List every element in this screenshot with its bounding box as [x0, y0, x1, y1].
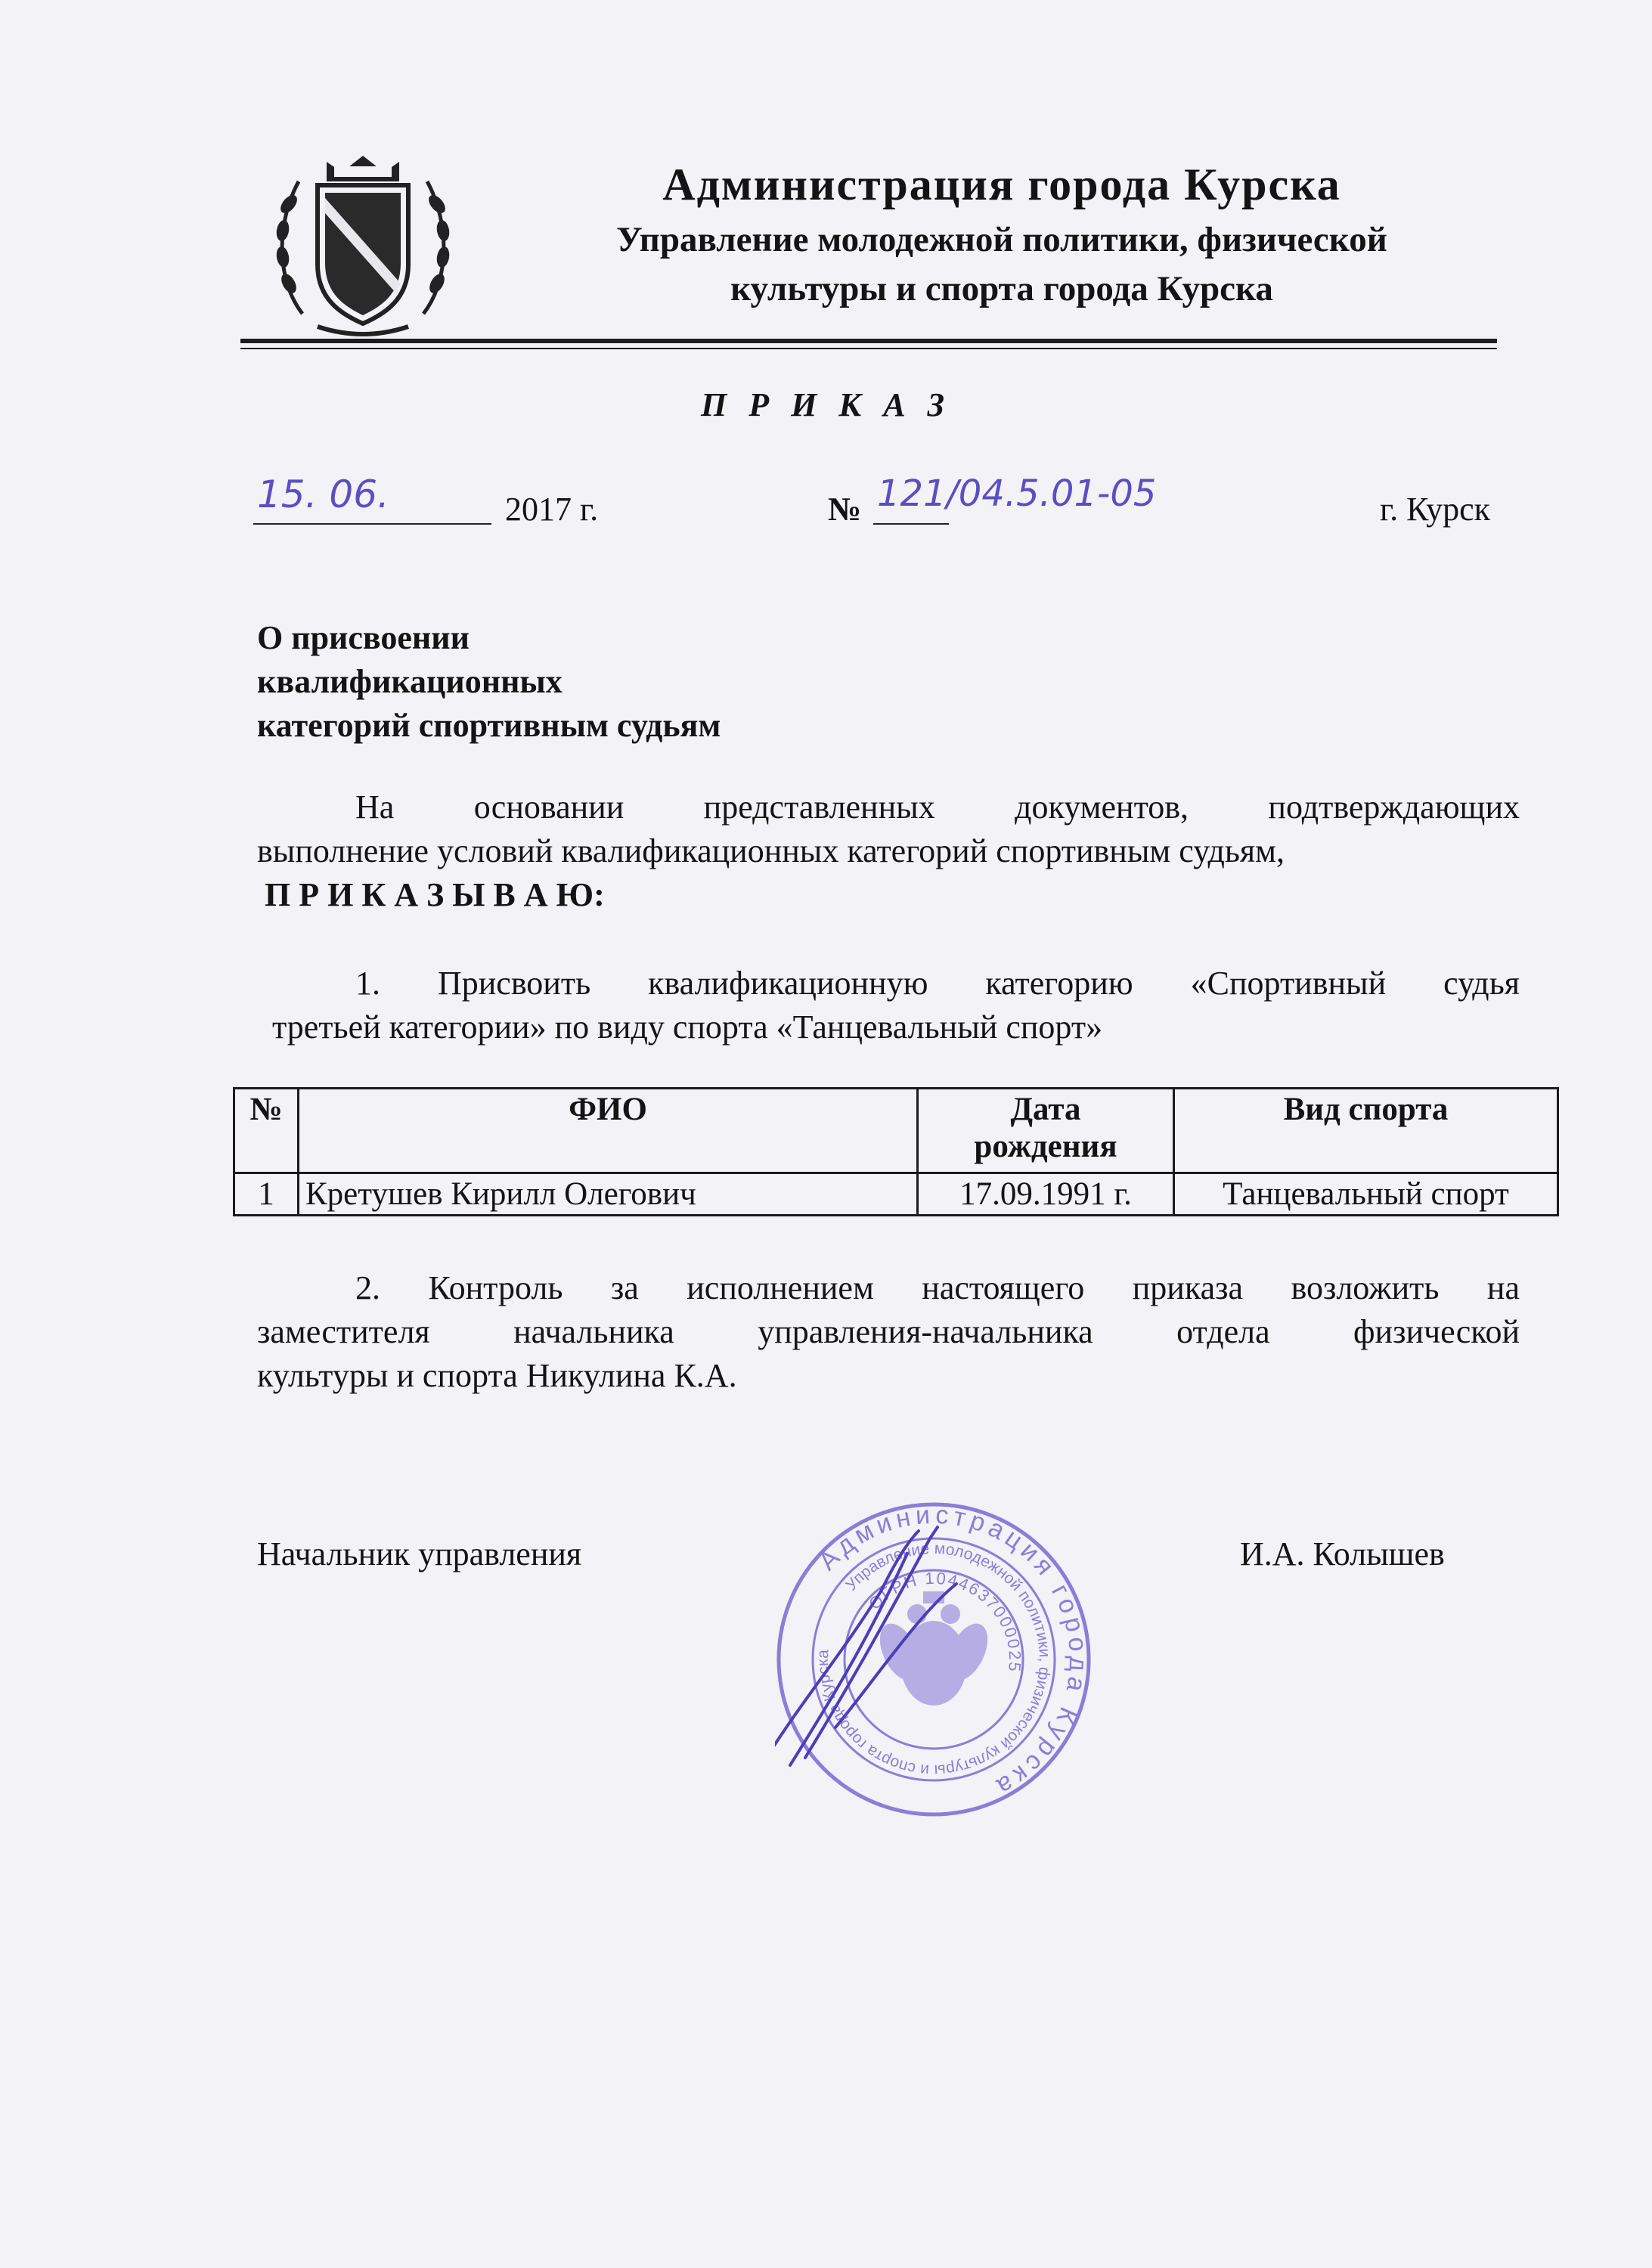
seal-inner-text: ОГРН 1044637000025	[864, 1568, 1025, 1674]
date-underline	[253, 523, 491, 525]
signatory-name: И.А. Колышев	[1240, 1535, 1445, 1572]
item-1-line-2: третьей категории» по виду спорта «Танцевальный спорт»	[272, 1009, 1103, 1046]
official-seal	[775, 1501, 1093, 1818]
department-line-2: культуры и спорта города Курска	[730, 269, 1273, 308]
table-row	[234, 1173, 1558, 1216]
header-rule-thin	[240, 348, 1497, 349]
header-birth-line-1: Дата	[1010, 1092, 1081, 1127]
subject-line-3: категорий спортивным судьям	[257, 707, 721, 744]
document-city: г. Курск	[1380, 491, 1491, 528]
cell-birth: 17.09.1991 г.	[918, 1173, 1174, 1216]
signatory-position: Начальник управления	[257, 1535, 582, 1572]
emblem-motto: КУРСК	[346, 165, 380, 176]
header-fio: ФИО	[299, 1089, 918, 1173]
item-2-line-1: 2. Контроль за исполнением настоящего приказа возложить на	[355, 1269, 1520, 1306]
number-sign: №	[828, 491, 862, 528]
handwritten-number: 121/04.5.01-05	[877, 472, 1157, 515]
table-header-row	[234, 1089, 1558, 1173]
number-underline	[873, 523, 949, 525]
subject-line-1: О присвоении	[257, 619, 470, 656]
item-2-line-3: культуры и спорта Никулина К.А.	[257, 1357, 737, 1394]
order-word: П Р И К А З Ы В А Ю:	[265, 876, 605, 913]
basis-paragraph-line-2: выполнение условий квалификационных категорий спортивным судьям,	[257, 832, 1285, 869]
judges-table	[233, 1087, 1559, 1216]
cell-fio: Кретушев Кирилл Олегович	[299, 1173, 918, 1216]
department-line-1: Управление молодежной политики, физической	[616, 220, 1387, 259]
document-year: 2017 г.	[505, 491, 599, 528]
subject-line-2: квалификационных	[257, 663, 563, 700]
header-birth-line-2: рождения	[974, 1129, 1117, 1164]
header-sport: Вид спорта	[1174, 1089, 1558, 1173]
document-title: П Р И К А З	[701, 386, 951, 423]
cell-num: 1	[234, 1173, 299, 1216]
basis-paragraph-line-1: На основании представленных документов, подтверждающих	[355, 789, 1520, 826]
header-birth	[918, 1089, 1174, 1173]
seal-middle-text: Управление молодежной политики, физической культуры и спорта города Курска	[814, 1539, 1054, 1780]
header-rule-thick	[240, 339, 1497, 343]
cell-sport: Танцевальный спорт	[1174, 1173, 1558, 1216]
item-1-line-1: 1. Присвоить квалификационную категорию «Спортивный судья	[355, 965, 1520, 1002]
seal-outer-text: Администрация города Курска	[813, 1501, 1093, 1804]
org-name: Администрация города Курска	[662, 160, 1341, 209]
header-num: №	[234, 1089, 299, 1173]
handwritten-date: 15. 06.	[257, 472, 389, 516]
item-2-line-2: заместителя начальника управления-начальника отдела физической	[257, 1313, 1520, 1350]
coat-of-arms-emblem	[272, 151, 454, 340]
